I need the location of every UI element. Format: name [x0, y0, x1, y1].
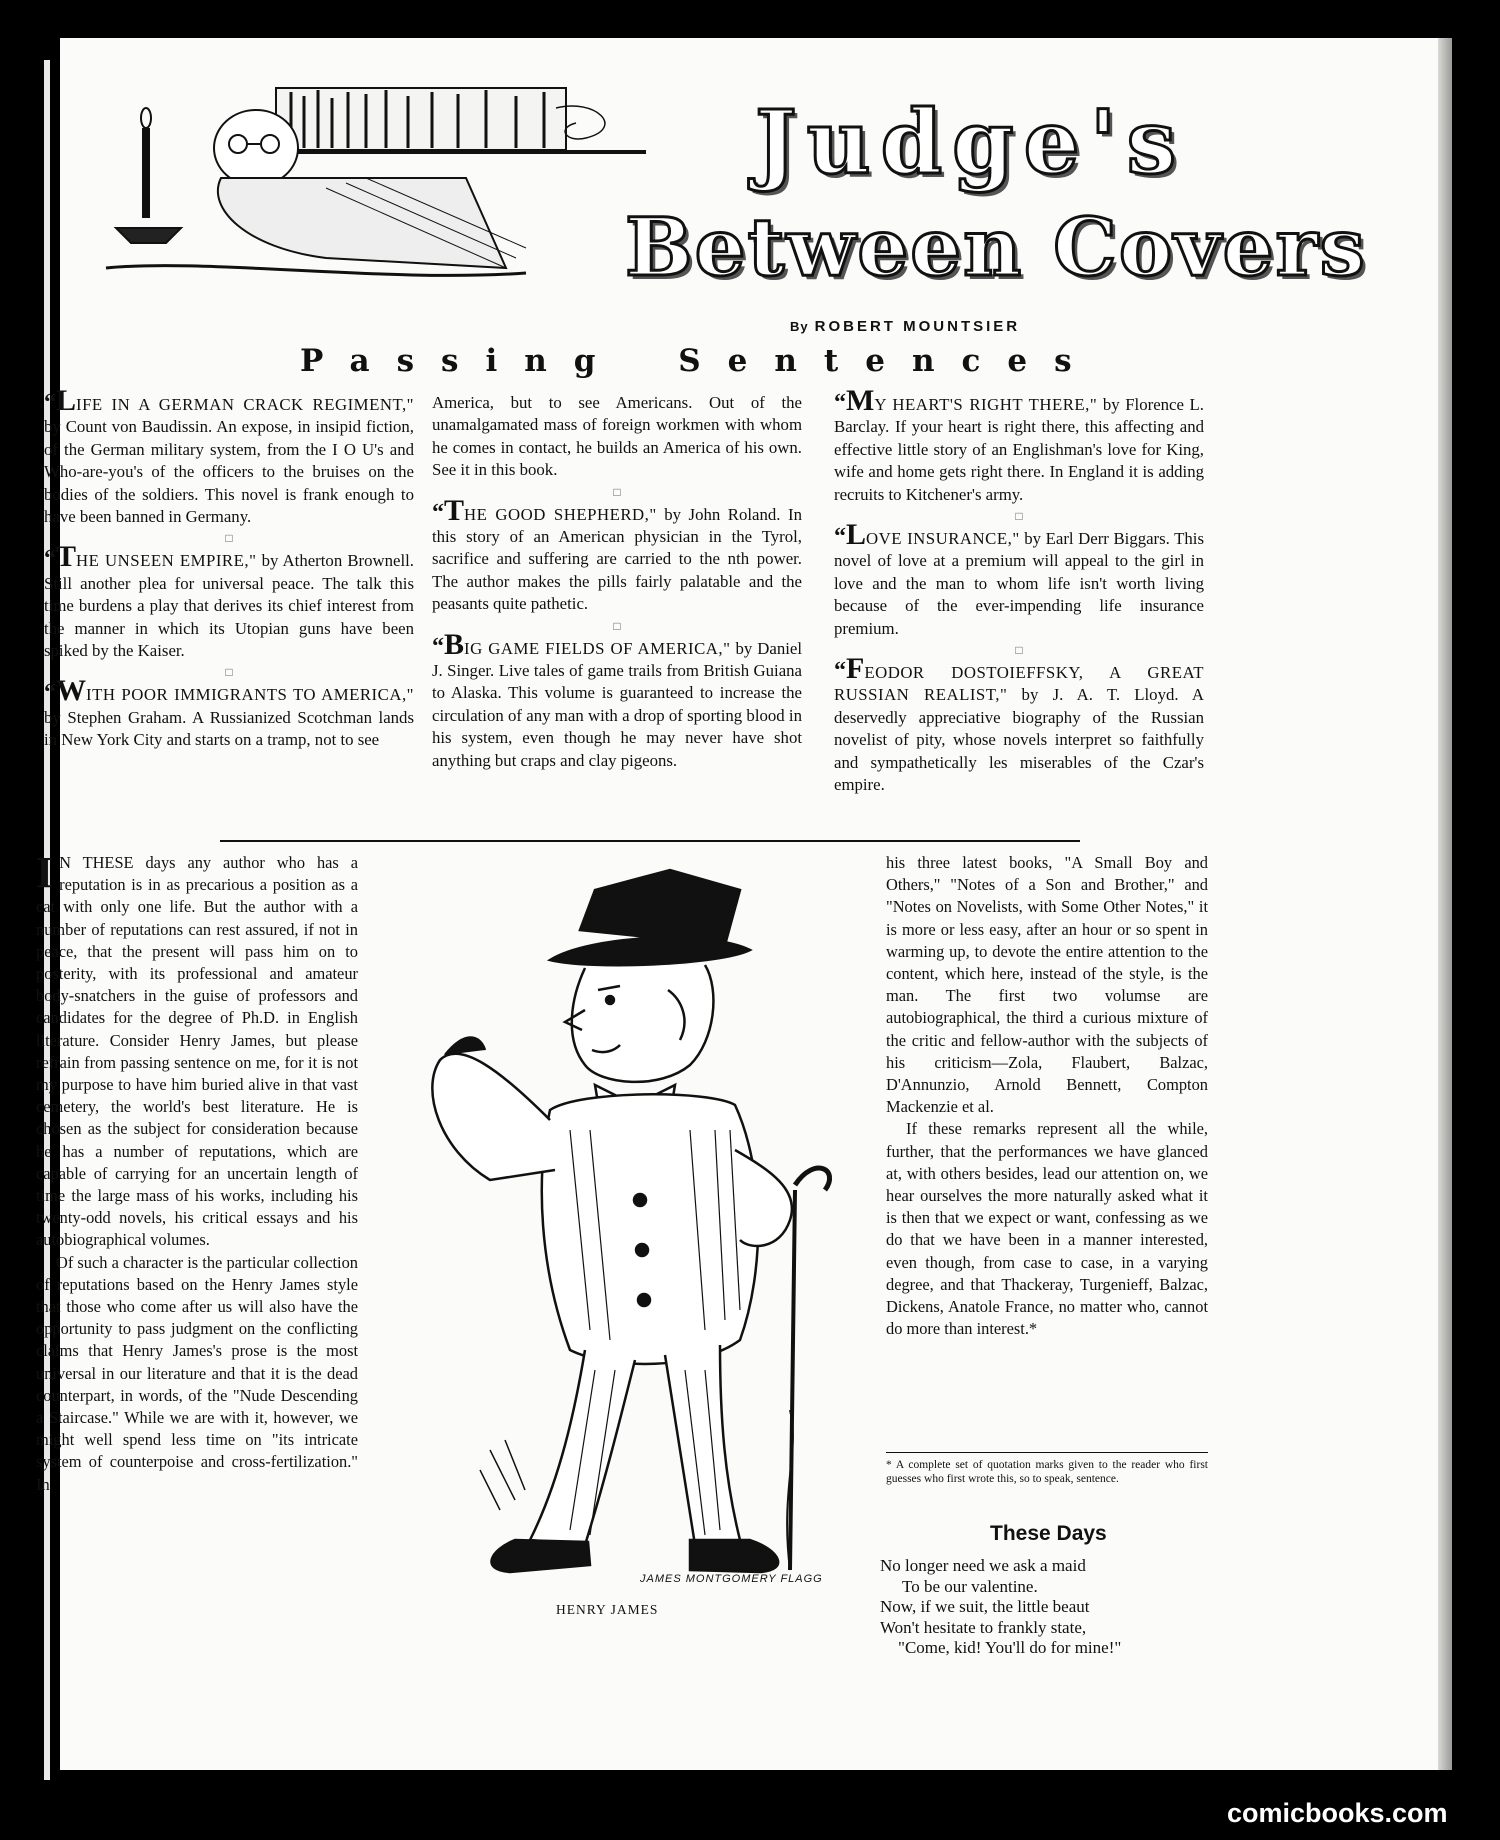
byline-author: ROBERT MOUNTSIER	[814, 318, 1021, 335]
review-life-german-regiment: “LIFE IN A GERMAN CRACK REGIMENT," by Count von Baudissin. An expose, in insipid fiction, of the German military system, from the I O U's and Who-are-you's of the officers to the bruises on the bodies of the soldiers. This novel is frank enough to have been banned in Germany.	[44, 384, 414, 527]
poem-line: Won't hesitate to frankly state,	[880, 1617, 1087, 1637]
reviews-column-1	[44, 384, 414, 766]
separator-mark: □	[1015, 509, 1023, 524]
essay-paragraph-1: I N THESE days any author who has a reputation is in as precarious a position as a cat with only one life. But the author with a number of reputations can rest assured, if not in peace, that the present will pass him on to posterity, with its professional and amateur body-snatchers in the guise of professors and candidates for the degree of Ph.D. in English literature. Consider Henry James, but please refrain from passing sentence on me, for it is not my purpose to have him buried alive in that vast cemetery, the world's best literature. He is chosen as the subject for consideration because he has a number of reputations, which are capable of carrying for an uncertain length of time the large mass of his works, including his twenty-odd novels, his critical essays and his autobiographical volumes.	[36, 848, 358, 1250]
poem-title: These Days	[990, 1522, 1107, 1545]
header-illustration	[86, 68, 646, 288]
review-poor-immigrants: “WITH POOR IMMIGRANTS TO AMERICA," by Stephen Graham. A Russianized Scotchman lands in New York City and starts on a tramp, not to see	[44, 674, 414, 750]
footnote: * A complete set of quotation marks given to the reader who first guesses who first wrote this, so to speak, sentence.	[886, 1452, 1208, 1486]
essay-dropcap: I	[36, 848, 54, 897]
review-unseen-empire: “THE UNSEEN EMPIRE," by Atherton Brownell. Still another plea for universal peace. The talk this time burdens a play that derives its chief interest from the manner in which its Utopian guns have been spiked by the Kaiser.	[44, 540, 414, 661]
separator-mark: □	[225, 665, 233, 680]
section-heading: Passing Sentences	[300, 343, 1099, 379]
review-good-shepherd: “THE GOOD SHEPHERD," by John Roland. In this story of an American physician in the Tyrol, sacrifice and suffering are carried to the nth power. The author makes the pills fairly palatable and the peasants quite pathetic.	[432, 493, 802, 614]
site-watermark: comicbooks.com	[1227, 1798, 1448, 1828]
illustration-caption: HENRY JAMES	[556, 1602, 659, 1617]
review-love-insurance: “LOVE INSURANCE," by Earl Derr Biggars. This novel of love at a premium will appeal to the girl in love and the man to whom life isn't worth living because of the ever-impending life insurance premium.	[834, 518, 1204, 638]
page-edge-shadow	[1438, 38, 1452, 1770]
masthead-title-line1: Judge's	[755, 90, 1187, 194]
poem-line: No longer need we ask a maid	[880, 1556, 1086, 1575]
review-feodor-dostoieffsky: “FEODOR DOSTOIEFFSKY, A GREAT RUSSIAN REALIST," by J. A. T. Lloyd. A deservedly appreciative biography of the Russian novelist of pity, whose novels interpret so faithfully and sympathetically les miserables of the Czar's empire.	[834, 652, 1204, 795]
byline-prefix: By	[790, 319, 809, 334]
poem-line: Now, if we suit, the little beaut	[880, 1597, 1090, 1616]
poem	[880, 1556, 1220, 1659]
artist-signature: JAMES MONTGOMERY FLAGG	[640, 1573, 823, 1585]
review-my-hearts-right-there: “MY HEART'S RIGHT THERE," by Florence L. Barclay. If your heart is right there, this affecting and effective little story of an Englishman's love for King, wife and home gets right there. In England it is adding recruits to Kitchener's army.	[834, 384, 1204, 504]
reviews-column-3	[834, 384, 1204, 811]
essay-paragraph-2: Of such a character is the particular collection of reputations based on the Henry James style that those who come after us will also have the opportunity to pass judgment on the conflicting claims that Henry James's prose is the most universal in our literature and that it is the dead counterpart, in words, of the "Nude Descending a Staircase." While we are with it, however, we might well spend less time on "its intricate system of counterpoise and cross-fertilization." In	[36, 1252, 358, 1494]
essay-paragraph-4: If these remarks represent all the while, further, that the performances we have glanced at, with others besides, lead our attention on, we hear ourselves the more naturally asked what it is then that we expect or want, confessing as we do that we have been in a manner interested, even though, from case to case, in a varying degree, and that Thackeray, Turgenieff, Balzac, Dickens, Anatole France, no matter who, cannot do more than interest.*	[886, 1119, 1208, 1339]
essay-column-left	[36, 848, 358, 1496]
reviews-column-2	[432, 392, 802, 786]
essay-column-right	[886, 852, 1208, 1340]
review-big-game-fields: “BIG GAME FIELDS OF AMERICA," by Daniel J. Singer. Live tales of game trails from British Guiana to Alaska. This volume is guaranteed to increase the circulation of any man with a drop of sporting blood in his system, even though he may never have shot anything but craps and clay pigeons.	[432, 627, 803, 770]
horizontal-rule	[220, 840, 1080, 842]
poem-line: To be our valentine.	[902, 1576, 1038, 1596]
byline	[790, 318, 1020, 335]
masthead-title-line2: Between Covers	[625, 200, 1367, 294]
separator-mark: □	[613, 618, 621, 633]
henry-james-caricature	[420, 850, 920, 1600]
separator-mark: □	[613, 484, 621, 499]
review-immigrants-continued: America, but to see Americans. Out of the unamalgamated mass of foreign workmen with whom he comes in contact, he builds an America of his own. See it in this book.	[432, 393, 802, 480]
essay-paragraph-3: his three latest books, "A Small Boy and Others," "Notes of a Son and Brother," and "Notes on Novelists, with Some Other Notes," it is more or less easy, after an hour or so spent in warming up, to devote the entire attention to the content, which here, instead of the style, is the man. The first two volumse are autobiographical, the third a curious mixture of the critic and fellow-author with the subjects of his criticism—Zola, Flaubert, Balzac, D'Annunzio, Arnold Bennett, Compton Mackenzie et al.	[886, 853, 1208, 1117]
separator-mark: □	[225, 531, 233, 546]
separator-mark: □	[1015, 643, 1023, 658]
poem-line: "Come, kid! You'll do for mine!"	[898, 1638, 1122, 1657]
